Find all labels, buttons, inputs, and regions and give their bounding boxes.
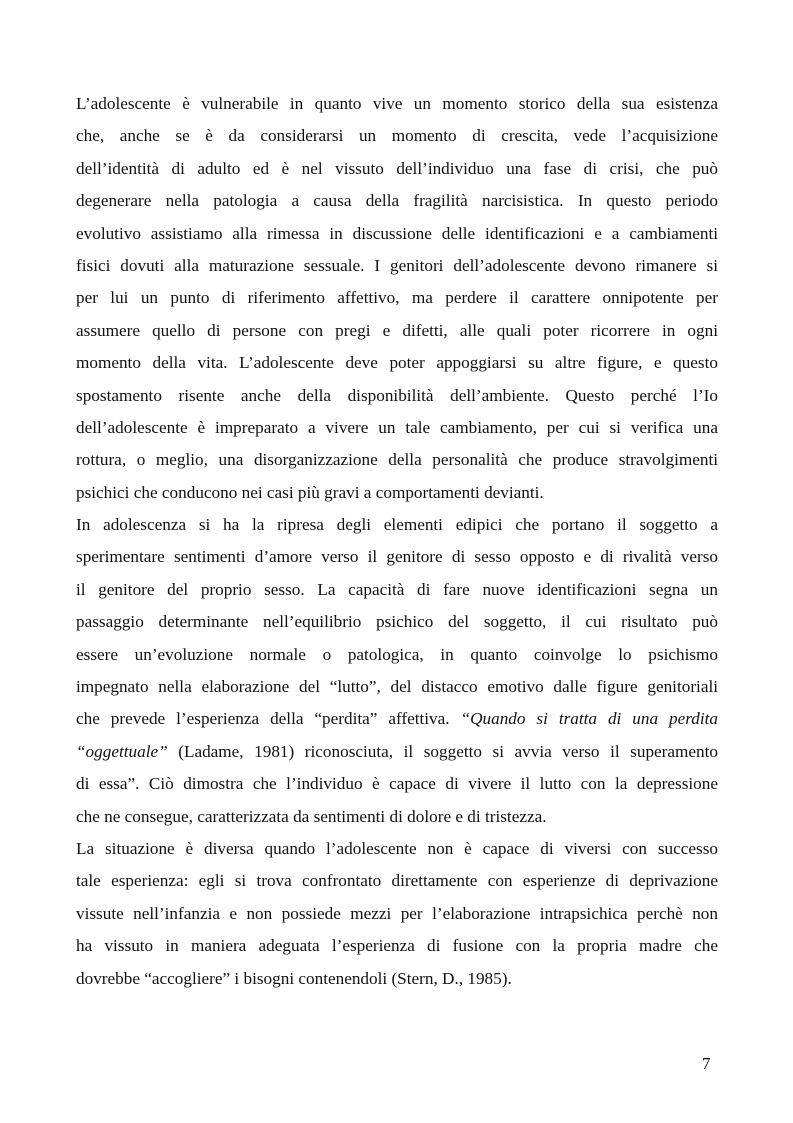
text-line (76, 282, 718, 314)
text-segment: il genitore del proprio sesso. La capacità di fare nuove identificazioni segna un (76, 579, 718, 599)
text-segment: momento della vita. L’adolescente deve poter appoggiarsi su altre figure, e questo (76, 353, 718, 373)
text-line (76, 88, 718, 120)
text-line (76, 509, 718, 541)
text-segment: La situazione è diversa quando l’adolescente non è capace di viversi con successo (76, 838, 718, 858)
text-line (76, 185, 718, 217)
text-segment: L’adolescente è vulnerabile in quanto vive un momento storico della sua esistenza (76, 94, 718, 113)
text-segment: degenerare nella patologia a causa della fragilità narcisistica. In questo periodo (76, 191, 718, 211)
text-line (76, 801, 718, 833)
text-line (76, 768, 718, 800)
text-line (76, 703, 718, 735)
text-segment: che prevede l’esperienza della “perdita” affettiva. (76, 709, 461, 729)
italic-text-segment: “Quando si tratta di una perdita (460, 709, 718, 729)
text-segment: assumere quello di persone con pregi e difetti, alle quali poter ricorrere in ogni (76, 320, 718, 340)
text-line (76, 347, 718, 379)
text-segment: spostamento risente anche della disponibilità dell’ambiente. Questo perché l’Io (76, 385, 718, 405)
text-line (76, 639, 718, 671)
text-line (76, 412, 718, 444)
text-line (76, 120, 718, 152)
text-segment: rottura, o meglio, una disorganizzazione della personalità che produce stravolgimenti (76, 450, 718, 470)
text-line (76, 541, 718, 573)
text-segment: evolutivo assistiamo alla rimessa in discussione delle identificazioni e a cambiamenti (76, 223, 718, 243)
text-line (76, 930, 718, 962)
text-line (76, 671, 718, 703)
body-text (76, 88, 718, 995)
text-segment: vissute nell’infanzia e non possiede mezzi per l’elaborazione intrapsichica perchè non (76, 903, 718, 923)
text-segment: sperimentare sentimenti d’amore verso il genitore di sesso opposto e di rivalità verso (76, 547, 718, 567)
text-segment: di essa”. Ciò dimostra che l’individuo è capace di vivere il lutto con la depressione (76, 774, 718, 794)
text-segment: tale esperienza: egli si trova confrontato direttamente con esperienze di deprivazione (76, 871, 718, 891)
text-line (76, 736, 718, 768)
text-line (76, 153, 718, 185)
text-line (76, 218, 718, 250)
text-segment: che, anche se è da considerarsi un momento di crescita, vede l’acquisizione (76, 126, 718, 146)
text-line (76, 833, 718, 865)
text-segment: passaggio determinante nell’equilibrio psichico del soggetto, il cui risultato può (76, 612, 718, 632)
text-line (76, 865, 718, 897)
text-segment: essere un’evoluzione normale o patologica, in quanto coinvolge lo psichismo (76, 644, 718, 664)
text-line (76, 380, 718, 412)
text-segment: impegnato nella elaborazione del “lutto”, del distacco emotivo dalle figure genitoriali (76, 677, 718, 697)
text-segment: psichici che conducono nei casi più gravi a comportamenti devianti. (76, 482, 544, 502)
text-segment: che ne consegue, caratterizzata da sentimenti di dolore e di tristezza. (76, 806, 547, 826)
text-line (76, 963, 718, 995)
text-line (76, 315, 718, 347)
text-segment: (Ladame, 1981) riconosciuta, il soggetto si avvia verso il superamento (167, 741, 718, 761)
text-segment: ha vissuto in maniera adeguata l’esperienza di fusione con la propria madre che (76, 936, 718, 956)
paragraph (76, 88, 718, 509)
text-segment: dell’adolescente è impreparato a vivere un tale cambiamento, per cui si verifica una (76, 417, 718, 437)
text-line (76, 574, 718, 606)
text-line (76, 477, 718, 509)
paragraph (76, 509, 718, 833)
text-line (76, 606, 718, 638)
text-line (76, 444, 718, 476)
text-line (76, 898, 718, 930)
page-number: 7 (702, 1054, 711, 1073)
text-line (76, 250, 718, 282)
italic-text-segment: “oggettuale” (76, 741, 168, 761)
text-segment: fisici dovuti alla maturazione sessuale. I genitori dell’adolescente devono rimanere si (76, 255, 718, 275)
text-segment: In adolescenza si ha la ripresa degli elementi edipici che portano il soggetto a (76, 515, 718, 535)
text-segment: dovrebbe “accogliere” i bisogni contenendoli (Stern, D., 1985). (76, 968, 512, 988)
text-segment: dell’identità di adulto ed è nel vissuto dell’individuo una fase di crisi, che può (76, 158, 718, 178)
paragraph (76, 833, 718, 995)
text-segment: per lui un punto di riferimento affettivo, ma perdere il carattere onnipotente per (76, 288, 718, 308)
